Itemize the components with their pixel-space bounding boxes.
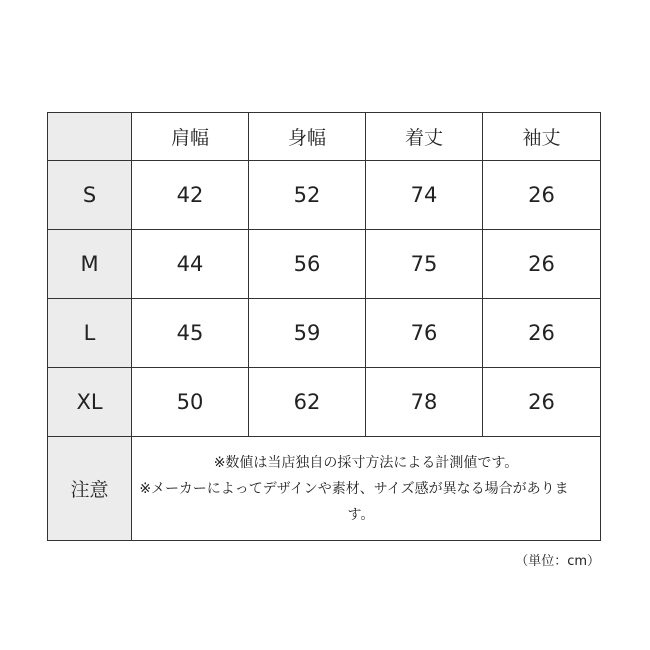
table-cell: 44 xyxy=(132,230,249,299)
column-header-length: 着丈 xyxy=(366,113,483,161)
note-text xyxy=(132,437,601,541)
table-cell: 62 xyxy=(249,368,366,437)
table-cell: 74 xyxy=(366,161,483,230)
unit-label: （単位：cm） xyxy=(515,554,600,569)
column-header-body-width: 身幅 xyxy=(249,113,366,161)
note-line: ※数値は当店独自の採寸方法による計測値です。 xyxy=(213,454,519,471)
table-row xyxy=(48,161,601,230)
table-cell: 45 xyxy=(132,299,249,368)
table-cell: 52 xyxy=(249,161,366,230)
table-cell: 50 xyxy=(132,368,249,437)
table-row xyxy=(48,299,601,368)
table-cell: 59 xyxy=(249,299,366,368)
size-label: M xyxy=(48,230,132,299)
table-row xyxy=(48,368,601,437)
table-cell: 42 xyxy=(132,161,249,230)
size-label: L xyxy=(48,299,132,368)
table-cell: 76 xyxy=(366,299,483,368)
size-label: S xyxy=(48,161,132,230)
size-label: XL xyxy=(48,368,132,437)
header-row xyxy=(48,113,601,161)
size-chart-table xyxy=(47,112,601,541)
table-cell: 26 xyxy=(483,230,601,299)
table-cell: 78 xyxy=(366,368,483,437)
table-cell: 56 xyxy=(249,230,366,299)
table-cell: 26 xyxy=(483,299,601,368)
corner-cell xyxy=(48,113,132,161)
table-cell: 75 xyxy=(366,230,483,299)
table-row xyxy=(48,230,601,299)
note-row xyxy=(48,437,601,541)
note-label: 注意 xyxy=(48,437,132,541)
table-cell: 26 xyxy=(483,161,601,230)
note-line: ※メーカーによってデザインや素材、サイズ感が異なる場合があります。 xyxy=(139,480,569,523)
table-cell: 26 xyxy=(483,368,601,437)
column-header-sleeve: 袖丈 xyxy=(483,113,601,161)
column-header-shoulder: 肩幅 xyxy=(132,113,249,161)
